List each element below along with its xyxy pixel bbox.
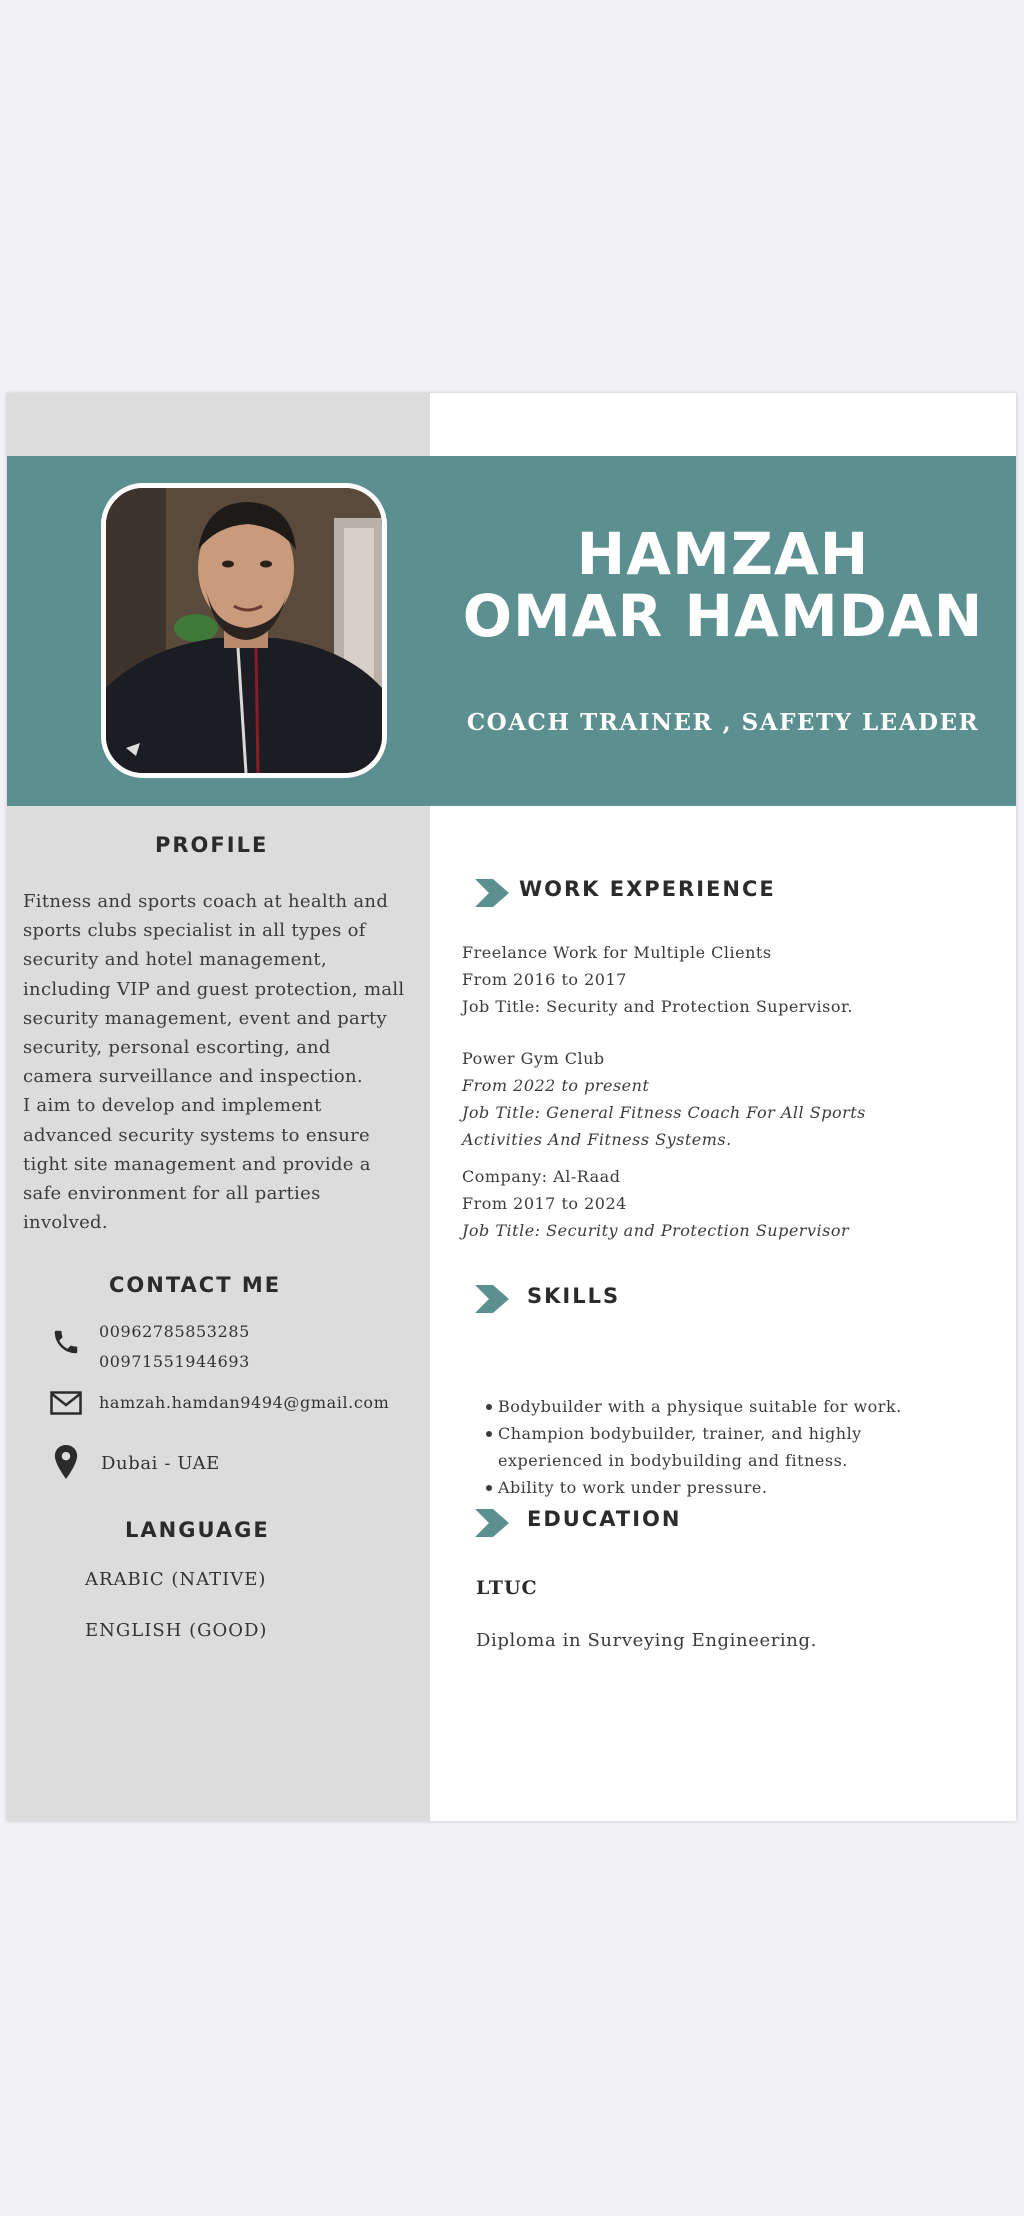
job-entry-freelance xyxy=(462,939,1002,1020)
profile-line: safe environment for all parties xyxy=(23,1183,321,1205)
education-degree: Diploma in Surveying Engineering. xyxy=(476,1630,817,1651)
profile-line: advanced security systems to ensure xyxy=(23,1124,370,1146)
profile-line: sports clubs specialist in all types of xyxy=(23,920,366,942)
chevron-right-icon xyxy=(475,879,509,907)
job-subtitle: COACH TRAINER , SAFETY LEADER xyxy=(466,709,980,736)
job-role-continued: Activities And Fitness Systems. xyxy=(462,1130,732,1149)
job-role: Job Title: General Fitness Coach For All Sports xyxy=(462,1103,866,1122)
profile-line: I aim to develop and implement xyxy=(23,1095,322,1117)
profile-line: including VIP and guest protection, mall xyxy=(23,978,405,1000)
language-heading: LANGUAGE xyxy=(125,1518,270,1542)
skill-item: Ability to work under pressure. xyxy=(462,1474,1007,1501)
profile-line: security management, event and party xyxy=(23,1007,387,1029)
job-entry-power-gym xyxy=(462,1045,1002,1153)
language-item-english: ENGLISH (GOOD) xyxy=(85,1620,268,1641)
portrait-image xyxy=(106,488,382,773)
job-period: From 2016 to 2017 xyxy=(462,970,627,989)
skill-item xyxy=(462,1420,1007,1474)
chevron-right-icon xyxy=(475,1285,509,1313)
email-address[interactable]: hamzah.hamdan9494@gmail.com xyxy=(99,1393,390,1412)
job-company: Freelance Work for Multiple Clients xyxy=(462,943,772,962)
phone-number-2[interactable]: 00971551944693 xyxy=(99,1352,250,1371)
chevron-right-icon xyxy=(475,1509,509,1537)
job-entry-al-raad xyxy=(462,1163,1002,1244)
profile-line: Fitness and sports coach at health and xyxy=(23,891,389,912)
mail-icon xyxy=(50,1391,82,1415)
name-line-1: HAMZAH xyxy=(576,520,870,588)
skill-item-line: Champion bodybuilder, trainer, and highly xyxy=(498,1424,862,1443)
job-role: Job Title: Security and Protection Supervisor xyxy=(462,1221,850,1240)
resume-page xyxy=(7,393,1016,1821)
profile-line: tight site management and provide a xyxy=(23,1153,371,1175)
job-role: Job Title: Security and Protection Supervisor. xyxy=(462,997,853,1016)
skill-item-line: experienced in bodybuilding and fitness. xyxy=(498,1451,848,1470)
skill-item: Bodybuilder with a physique suitable for work. xyxy=(462,1393,1007,1420)
skills-heading: SKILLS xyxy=(527,1284,621,1308)
work-experience-heading: WORK EXPERIENCE xyxy=(519,877,776,901)
phone-number-1[interactable]: 00962785853285 xyxy=(99,1322,250,1341)
profile-line: security, personal escorting, and xyxy=(23,1037,331,1059)
profile-line: security and hotel management, xyxy=(23,949,327,971)
profile-line: camera surveillance and inspection. xyxy=(23,1066,363,1088)
location-text: Dubai - UAE xyxy=(101,1453,220,1474)
job-period: From 2022 to present xyxy=(462,1076,650,1095)
education-school: LTUC xyxy=(476,1577,538,1599)
name-line-2: OMAR HAMDAN xyxy=(462,582,984,650)
job-company: Company: Al-Raad xyxy=(462,1167,621,1186)
job-period: From 2017 to 2024 xyxy=(462,1194,627,1213)
profile-photo xyxy=(101,483,387,778)
language-item-arabic: ARABIC (NATIVE) xyxy=(85,1569,267,1590)
location-pin-icon xyxy=(53,1444,79,1480)
phone-icon xyxy=(51,1327,81,1357)
skills-list xyxy=(462,1393,1007,1501)
profile-line: involved. xyxy=(23,1212,108,1234)
job-company: Power Gym Club xyxy=(462,1049,605,1068)
candidate-name xyxy=(430,520,1016,650)
education-heading: EDUCATION xyxy=(527,1507,682,1531)
profile-heading: PROFILE xyxy=(155,833,269,857)
contact-heading: CONTACT ME xyxy=(109,1273,282,1297)
profile-text xyxy=(23,887,423,1237)
